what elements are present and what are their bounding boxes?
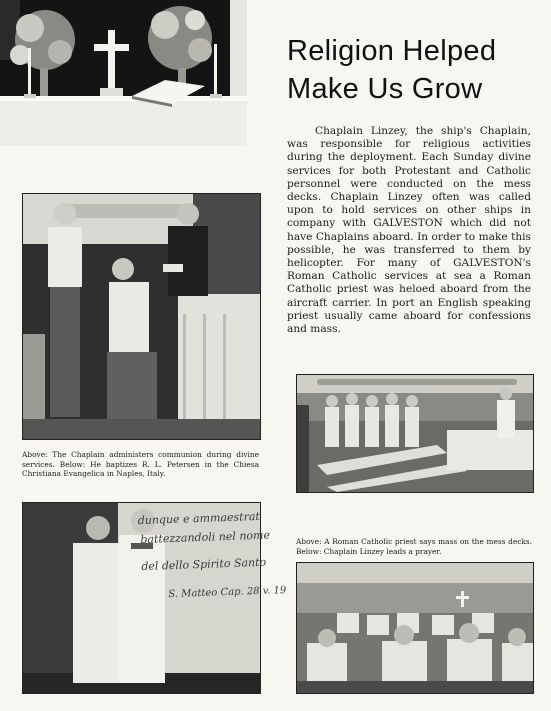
article-body: Chaplain Linzey, the ship's Chaplain, was responsible for religious activities during the deployment. Each Sunday divine services for both Protestant and Catholic personnel were conducted on the mess decks. Chaplain Linzey often was called upon to hold services on other ships in company with GALVESTON which did not have Chaplains aboard. In order to make this possible, he was transferred to them by helicopter. For many of GALVESTON's Roman Catholic services at sea a Roman Catholic priest was heloed aboard from the aircraft carrier. In port an English speaking priest usually came aboard for confessions and mass. [287,125,531,336]
wall-inscription [137,507,287,605]
inscription-line-4: S. Matteo Cap. 28 v. 19 [168,585,287,601]
inscription-line-1: dunque e ammaestrat [137,509,261,528]
title-line-2: Make Us Grow [287,73,483,105]
title-line-1: Religion Helped [287,35,497,67]
caption-communion-baptism: Above: The Chaplain administers communion during divine services. Below: He baptizes R. L. Petersen in the Chiesa Christiana Evangelica in Naples, Italy. [22,450,259,479]
baptism-photo [22,502,287,694]
communion-photo [22,193,261,440]
inscription-line-3: del dello Spirito Santo [141,555,267,574]
mass-photo [296,374,534,493]
caption-mass-prayer: Above: A Roman Catholic priest says mass on the mess decks. Below: Chaplain Linzey leads a prayer. [296,537,532,556]
prayer-photo [296,562,534,694]
article-title [287,32,547,108]
altar-photo [0,0,247,146]
inscription-line-2: battezzandoli nel nome [140,528,271,547]
